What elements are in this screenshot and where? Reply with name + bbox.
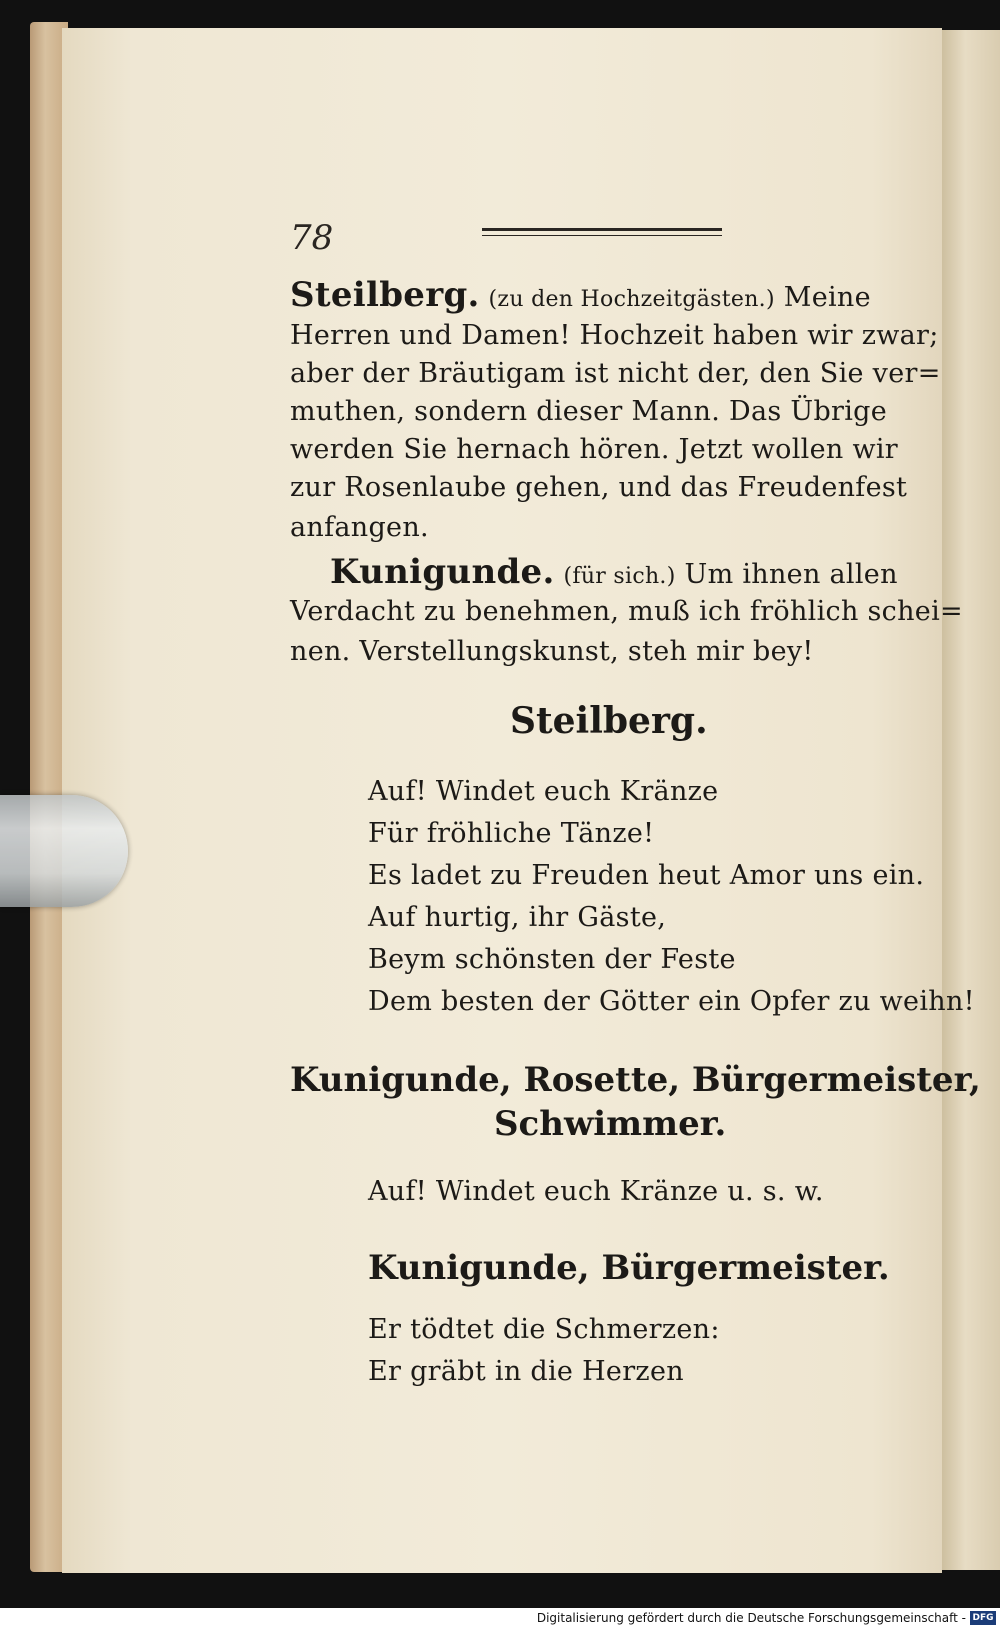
page-clip (0, 795, 128, 907)
verse-line: Auf! Windet euch Kränze u. s. w. (368, 1176, 824, 1207)
verse-line: Auf hurtig, ihr Gäste, (368, 902, 667, 933)
footer-bar (0, 1608, 1000, 1630)
song-speaker-steilberg: Steilberg. (510, 700, 708, 742)
speaker-kunigunde: Kunigunde. (330, 552, 555, 592)
line-text: Meine (783, 282, 871, 313)
header-rule-thin (482, 235, 722, 236)
header-rule (482, 228, 722, 231)
facing-page-edge (942, 30, 1000, 1570)
verse-line: Für fröhliche Tänze! (368, 818, 655, 849)
text-line-3: aber der Bräutigam ist nicht der, den Sie ver= (290, 358, 941, 389)
text-line-7: anfangen. (290, 512, 429, 543)
speaker-steilberg: Steilberg. (290, 275, 480, 315)
page-number: 78 (290, 218, 334, 258)
text-line-1 (290, 275, 871, 315)
verse-line: Es ladet zu Freuden heut Amor uns ein. (368, 860, 925, 891)
song-speakers-group: Kunigunde, Rosette, Bürgermeister, (290, 1060, 981, 1100)
stage-direction: (für sich.) (563, 564, 676, 589)
text-line-9: Verdacht zu benehmen, muß ich fröhlich schei= (290, 596, 963, 627)
line-text: Um ihnen allen (684, 559, 898, 590)
stage-direction: (zu den Hochzeitgästen.) (488, 287, 775, 312)
verse-line: Dem besten der Götter ein Opfer zu weihn! (368, 986, 975, 1017)
verse-line: Er tödtet die Schmerzen: (368, 1314, 720, 1345)
text-line-4: muthen, sondern dieser Mann. Das Übrige (290, 396, 888, 427)
text-line-10: nen. Verstellungskunst, steh mir bey! (290, 636, 814, 667)
text-line-2: Herren und Damen! Hochzeit haben wir zwar; (290, 320, 939, 351)
text-line-8 (330, 552, 898, 592)
text-line-5: werden Sie hernach hören. Jetzt wollen wir (290, 434, 899, 465)
dfg-logo: DFG (970, 1611, 996, 1625)
text-line-6: zur Rosenlaube gehen, und das Freudenfest (290, 472, 908, 503)
verse-line: Beym schönsten der Feste (368, 944, 736, 975)
song-speakers-duo: Kunigunde, Bürgermeister. (368, 1248, 890, 1288)
song-speakers-group-cont: Schwimmer. (494, 1104, 727, 1144)
verse-line: Auf! Windet euch Kränze (368, 776, 719, 807)
footer-credit: Digitalisierung gefördert durch die Deutsche Forschungsgemeinschaft - (536, 1611, 966, 1625)
verse-line: Er gräbt in die Herzen (368, 1356, 684, 1387)
